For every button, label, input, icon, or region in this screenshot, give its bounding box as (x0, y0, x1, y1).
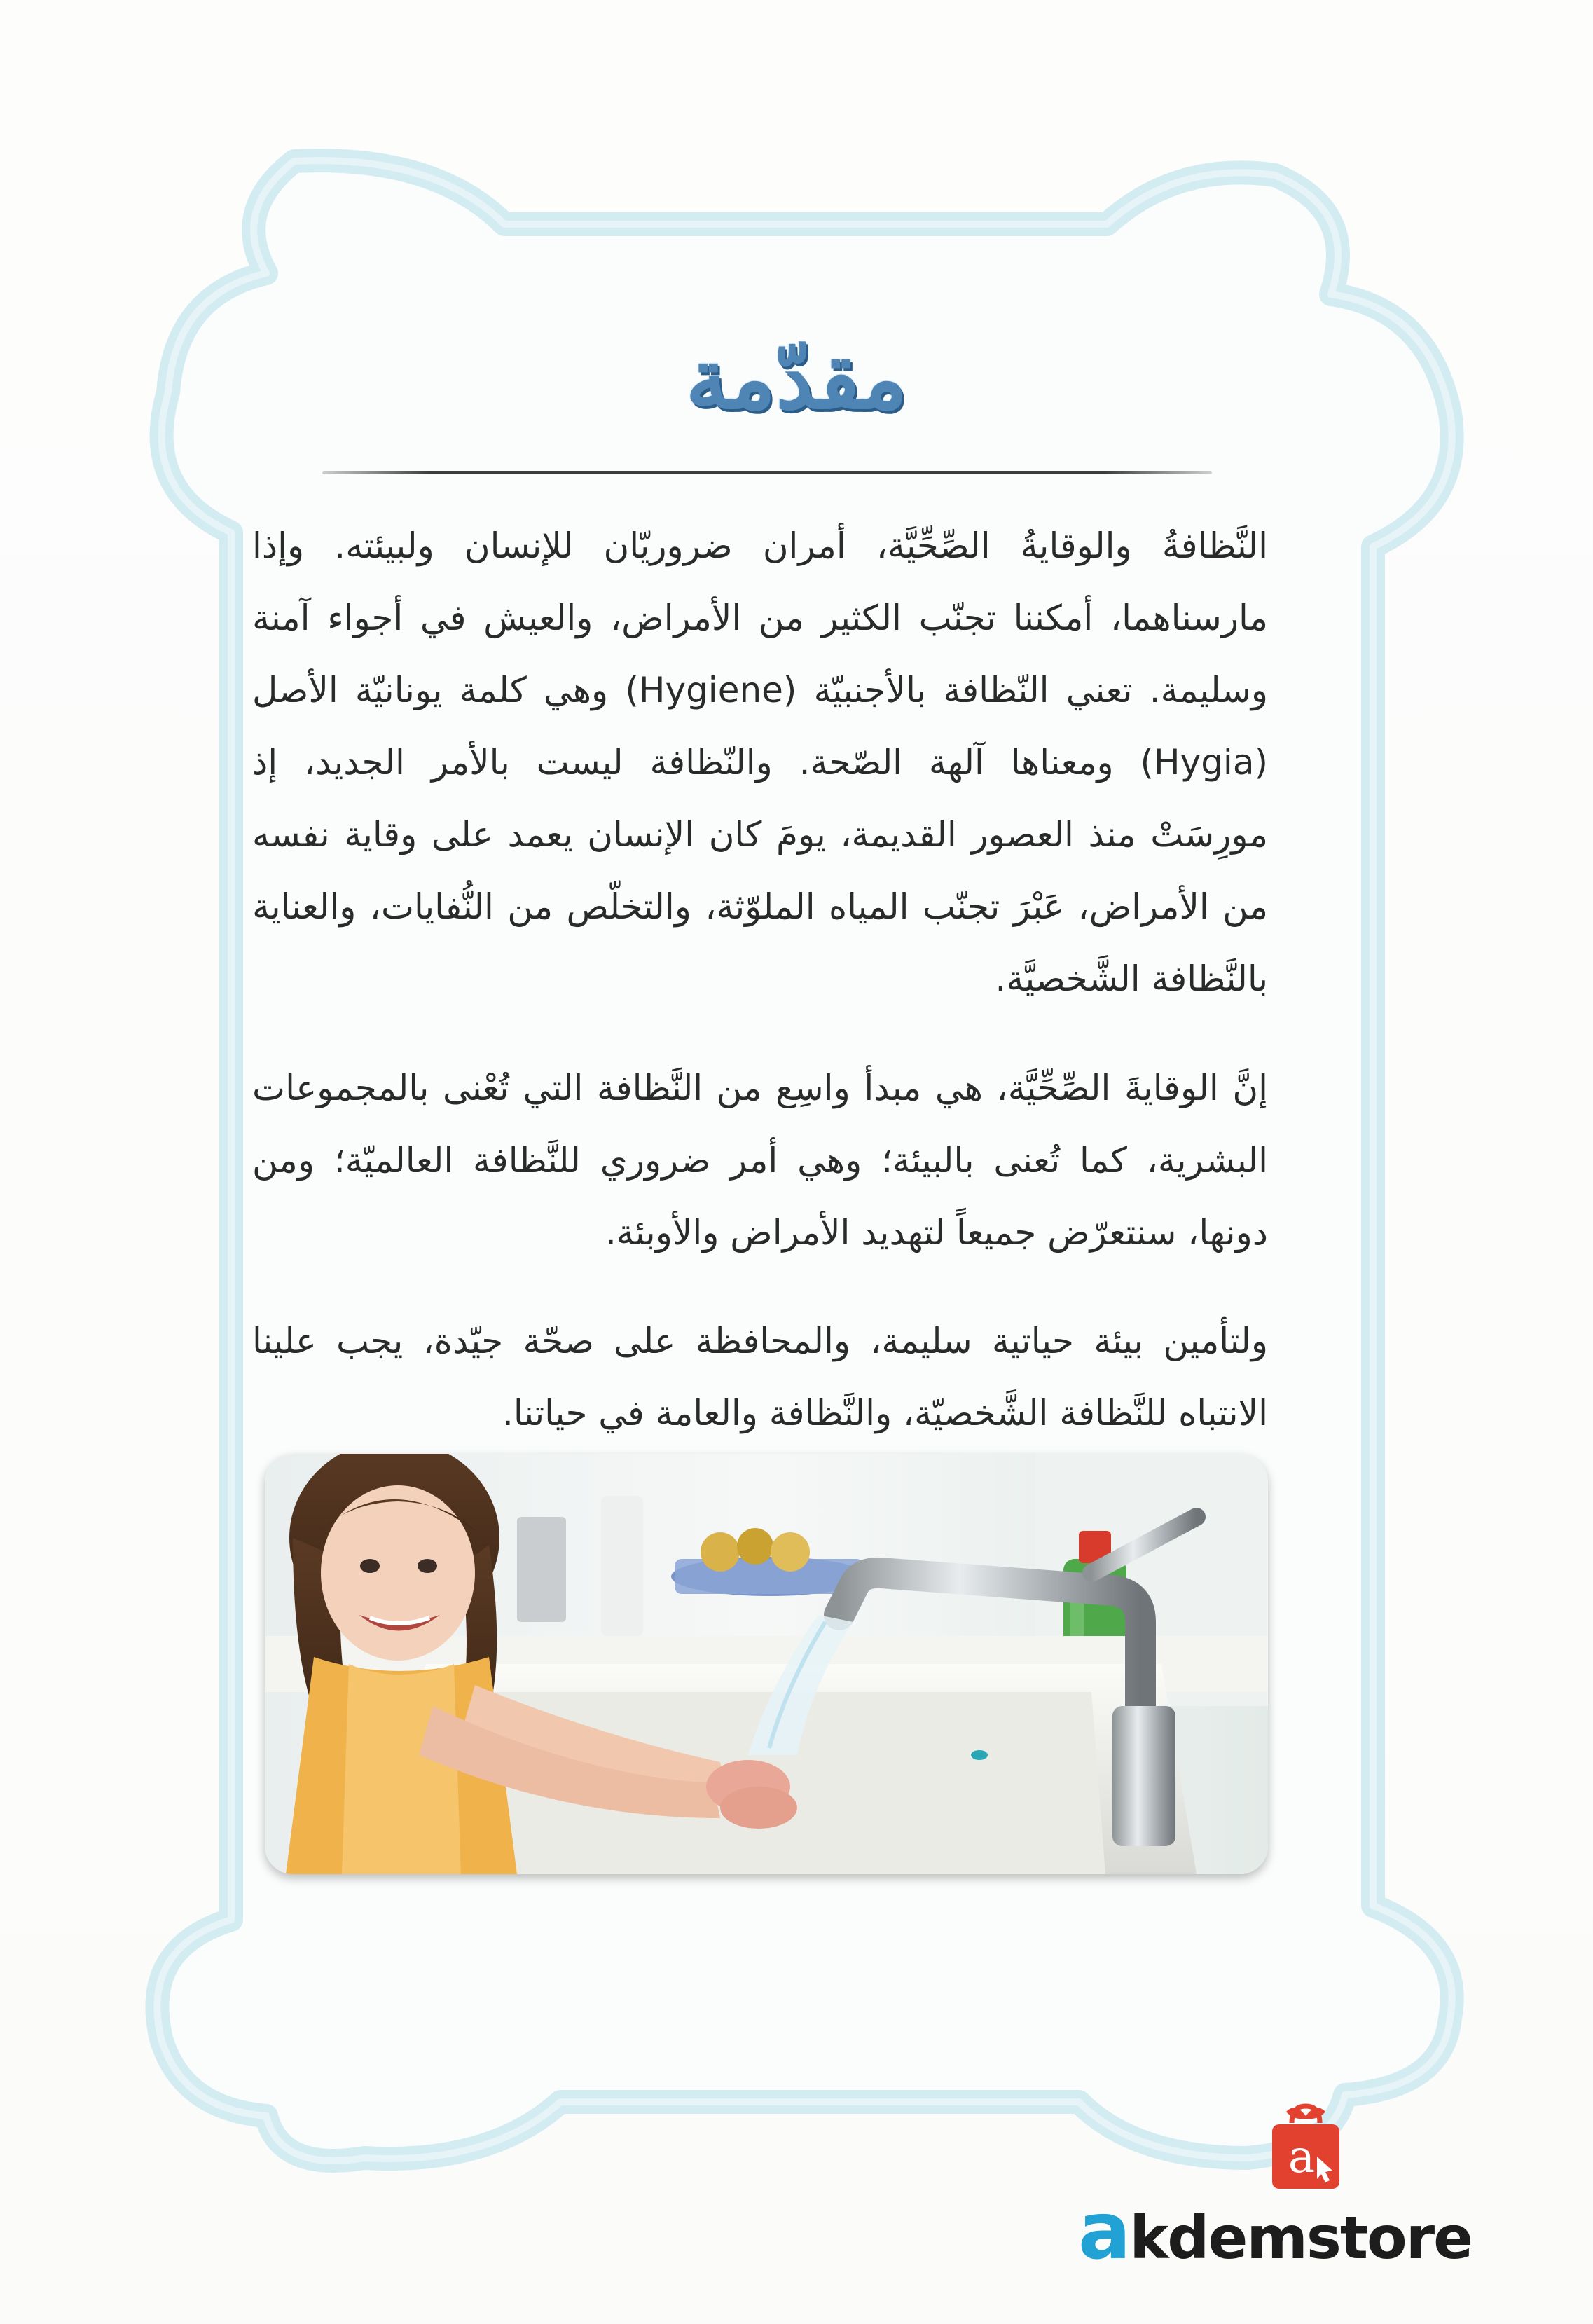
brand-wordmark (1065, 2186, 1485, 2277)
paragraph-text: وهي كلمة يونانيّة الأصل (252, 670, 609, 710)
brand-icon-letter: a (1288, 2131, 1316, 2183)
brand-logo (1065, 2102, 1485, 2277)
paragraph-text: النَّظافةُ والوقايةُ الصِّحِّيَّة، أمران ضروريّان للإنسان ولبيئته. وإذا مارسناهما، أمكننا تجنّب الكثير من الأمراض، والعيش في أجواء آمنة وسليمة. تعني النّظافة بالأجنبيّة (252, 525, 1268, 710)
photo-girl-washing-hands (265, 1454, 1268, 1874)
term-hygia: (Hygia) (1140, 742, 1268, 783)
paragraph-health-prevention: إنَّ الوقايةَ الصِّحِّيَّة، هي مبدأ واسِع من النَّظافة التي تُعْنى بالمجموعات البشرية، كما تُعنى بالبيئة؛ وهي أمر ضروري للنَّظافة العالميّة؛ ومن دونها، سنتعرّض جميعاً لتهديد الأمراض والأوبئة. (252, 1068, 1268, 1253)
title-divider (322, 471, 1212, 474)
paragraph-text: ومعناها آلهة الصّحة. والنّظافة ليست بالأمر الجديد، إذ مورِسَتْ منذ العصور القديمة، يومَ كان الإنسان يعمد على وقاية نفسه من الأمراض، عَبْرَ تجنّب المياه الملوّثة، والتخلّص من النُّفايات، والعناية بالنَّظافة الشَّخصيَّة. (252, 742, 1268, 999)
page-title: مقدّمة (685, 329, 908, 428)
brand-lead-letter: a (1077, 2186, 1130, 2277)
gift-bag-cursor-icon (1264, 2102, 1348, 2193)
paragraph-healthy-environment: ولتأمين بيئة حياتية سليمة، والمحافظة على صحّة جيّدة، يجب علينا الانتباه للنَّظافة الشَّخصيّة، والنَّظافة والعامة في حياتنا. (252, 1321, 1268, 1433)
term-hygiene: (Hygiene) (625, 670, 797, 710)
brand-name-rest: kdemstore (1129, 2203, 1473, 2272)
paragraph-introduction (252, 510, 1268, 1015)
